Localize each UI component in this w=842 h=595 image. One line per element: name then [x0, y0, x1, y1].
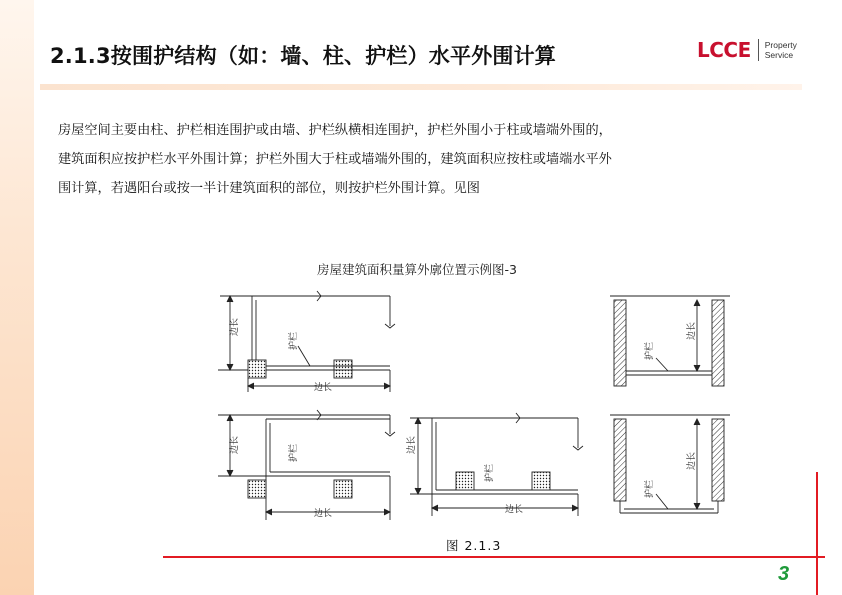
page-number: 3 [778, 563, 790, 585]
body-paragraph [58, 116, 758, 203]
footer-vertical-rule [816, 472, 818, 595]
diagram-panel-d [610, 296, 730, 386]
logo-wordmark: LCCE [697, 38, 751, 62]
logo-subtext [765, 40, 797, 60]
label-rail-c: 护栏 [485, 463, 495, 482]
label-rail-e: 护栏 [645, 479, 655, 498]
label-side-b-vertical: 边长 [230, 435, 240, 454]
company-logo [697, 36, 797, 64]
label-side-a-vertical: 边长 [230, 317, 240, 336]
slide-title: 2.1.3按围护结构（如：墙、柱、护栏）水平外围计算 [50, 44, 556, 68]
label-rail-b: 护栏 [289, 443, 299, 462]
label-side-d-vertical: 边长 [687, 321, 697, 340]
figure-caption: 图 2.1.3 [446, 538, 502, 553]
logo-divider [758, 39, 759, 61]
logo-subtext-line1: Property [764, 40, 797, 50]
area-measurement-diagram [200, 258, 760, 520]
footer-rule [163, 556, 825, 558]
figure-title: 房屋建筑面积量算外廓位置示例图-3 [317, 262, 517, 277]
diagram-panel-b [218, 410, 395, 520]
label-rail-a: 护栏 [289, 331, 299, 350]
title-underline [40, 84, 802, 90]
label-side-b-horizontal: 边长 [314, 509, 333, 519]
body-line-2: 建筑面积应按护栏水平外围计算；护栏外围大于柱或墙端外围的，建筑面积应按柱或墙端水平外 [58, 152, 612, 167]
diagram-panel-a [218, 291, 395, 392]
diagram-panel-e [610, 415, 730, 513]
left-decor-band [0, 0, 34, 595]
body-line-3: 围计算，若遇阳台或按一半计建筑面积的部位，则按护栏外围计算。见图 [58, 181, 480, 196]
label-side-e-vertical: 边长 [687, 451, 697, 470]
label-side-c-horizontal: 边长 [505, 505, 524, 515]
label-side-c-vertical: 边长 [407, 435, 417, 454]
diagram-panel-c [410, 413, 583, 516]
label-rail-d: 护栏 [645, 341, 655, 360]
logo-subtext-line2: Service [764, 50, 794, 60]
body-line-1: 房屋空间主要由柱、护栏相连围护或由墙、护栏纵横相连围护，护栏外围小于柱或墙端外围的， [58, 123, 612, 138]
label-side-a-horizontal: 边长 [314, 383, 333, 393]
